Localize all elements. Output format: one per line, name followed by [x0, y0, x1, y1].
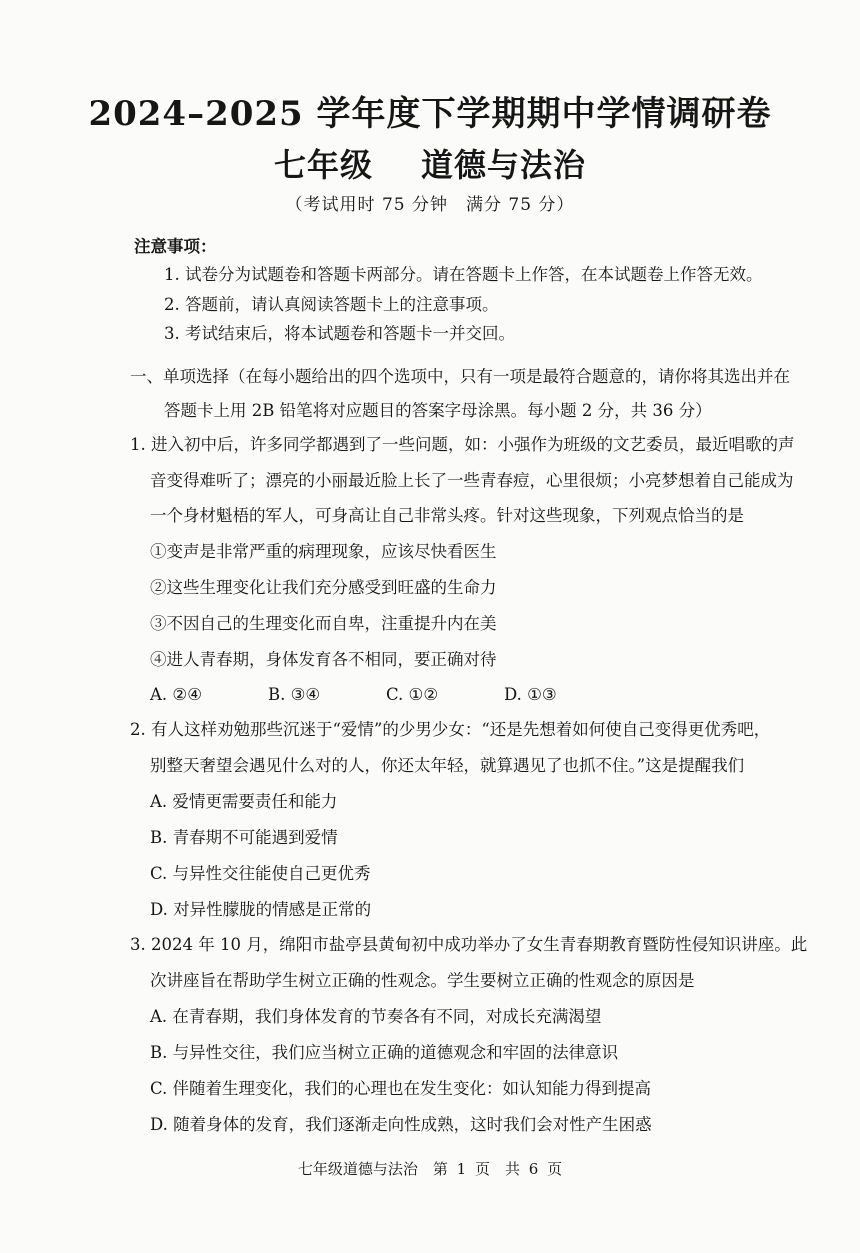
- notice-heading: 注意事项：: [134, 237, 217, 256]
- section-heading-line1: 一、单项选择（在每小题给出的四个选项中，只有一项是最符合题意的，请你将其选出并在: [130, 367, 790, 386]
- q1-statement-4: ④进人青春期，身体发育各不相同，要正确对待: [150, 650, 497, 669]
- q1-stem-line3: 一个身材魁梧的军人，可身高让自己非常头疼。针对这些现象，下列观点恰当的是: [150, 506, 744, 525]
- q1-option-c: C. ①②: [386, 685, 439, 704]
- page-footer: 七年级道德与法治 第 1 页 共 6 页: [297, 1160, 563, 1178]
- grade-label: 七年级: [273, 146, 373, 184]
- q1-options: [150, 684, 622, 706]
- q2-option-b: B. 青春期不可能遇到爱情: [150, 828, 338, 847]
- q3-stem-line2: 次讲座旨在帮助学生树立正确的性观念。学生要树立正确的性观念的原因是: [150, 971, 695, 990]
- q3-option-d: D. 随着身体的发育，我们逐渐走向性成熟，这时我们会对性产生困惑: [150, 1115, 652, 1134]
- q1-option-b: B. ③④: [268, 685, 321, 704]
- exam-info: （考试用时 75 分钟 满分 75 分）: [285, 195, 575, 215]
- q1-statement-2: ②这些生理变化让我们充分感受到旺盛的生命力: [150, 578, 497, 597]
- section-heading-line2: 答题卡上用 2B 铅笔将对应题目的答案字母涂黑。每小题 2 分，共 36 分）: [164, 401, 712, 420]
- notice-item-1: 1. 试卷分为试题卷和答题卡两部分。请在答题卡上作答，在本试题卷上作答无效。: [164, 265, 763, 284]
- q1-option-a: A. ②④: [150, 685, 202, 704]
- q3-option-c: C. 伴随着生理变化，我们的心理也在发生变化：如认知能力得到提高: [150, 1079, 652, 1098]
- notice-item-2: 2. 答题前，请认真阅读答题卡上的注意事项。: [164, 295, 499, 314]
- q2-option-c: C. 与异性交往能使自己更优秀: [150, 864, 371, 883]
- q1-stem-line2: 音变得难听了；漂亮的小丽最近脸上长了一些青春痘，心里很烦；小亮梦想着自己能成为: [150, 471, 794, 490]
- q1-statement-1: ①变声是非常严重的病理现象，应该尽快看医生: [150, 542, 497, 561]
- exam-title: 2024–2025 学年度下学期期中学情调研卷: [88, 94, 772, 134]
- q2-option-a: A. 爱情更需要责任和能力: [150, 792, 338, 811]
- q3-option-b: B. 与异性交往，我们应当树立正确的道德观念和牢固的法律意识: [150, 1043, 619, 1062]
- grade-subject: [0, 140, 860, 186]
- q1-statement-3: ③不因自己的生理变化而自卑，注重提升内在美: [150, 614, 497, 633]
- q2-stem-line2: 别整天奢望会遇见什么对的人，你还太年轻，就算遇见了也抓不住。”这是提醒我们: [150, 756, 745, 775]
- q2-option-d: D. 对异性朦胧的情感是正常的: [150, 900, 372, 919]
- q1-stem-line1: 1. 进入初中后，许多同学都遇到了一些问题，如：小强作为班级的文艺委员，最近唱歌的声: [130, 435, 795, 454]
- q3-option-a: A. 在青春期，我们身体发育的节奏各有不同，对成长充满渴望: [150, 1007, 602, 1026]
- q1-option-d: D. ①③: [504, 685, 557, 704]
- q2-stem-line1: 2. 有人这样劝勉那些沉迷于“爱情”的少男少女：“还是先想着如何使自己变得更优秀吧，: [130, 720, 771, 739]
- notice-item-3: 3. 考试结束后，将本试题卷和答题卡一并交回。: [164, 324, 515, 343]
- subject-label: 道德与法治: [421, 146, 587, 184]
- q3-stem-line1: 3. 2024 年 10 月，绵阳市盐亭县黄甸初中成功举办了女生青春期教育暨防性侵知识讲座。此: [130, 935, 808, 954]
